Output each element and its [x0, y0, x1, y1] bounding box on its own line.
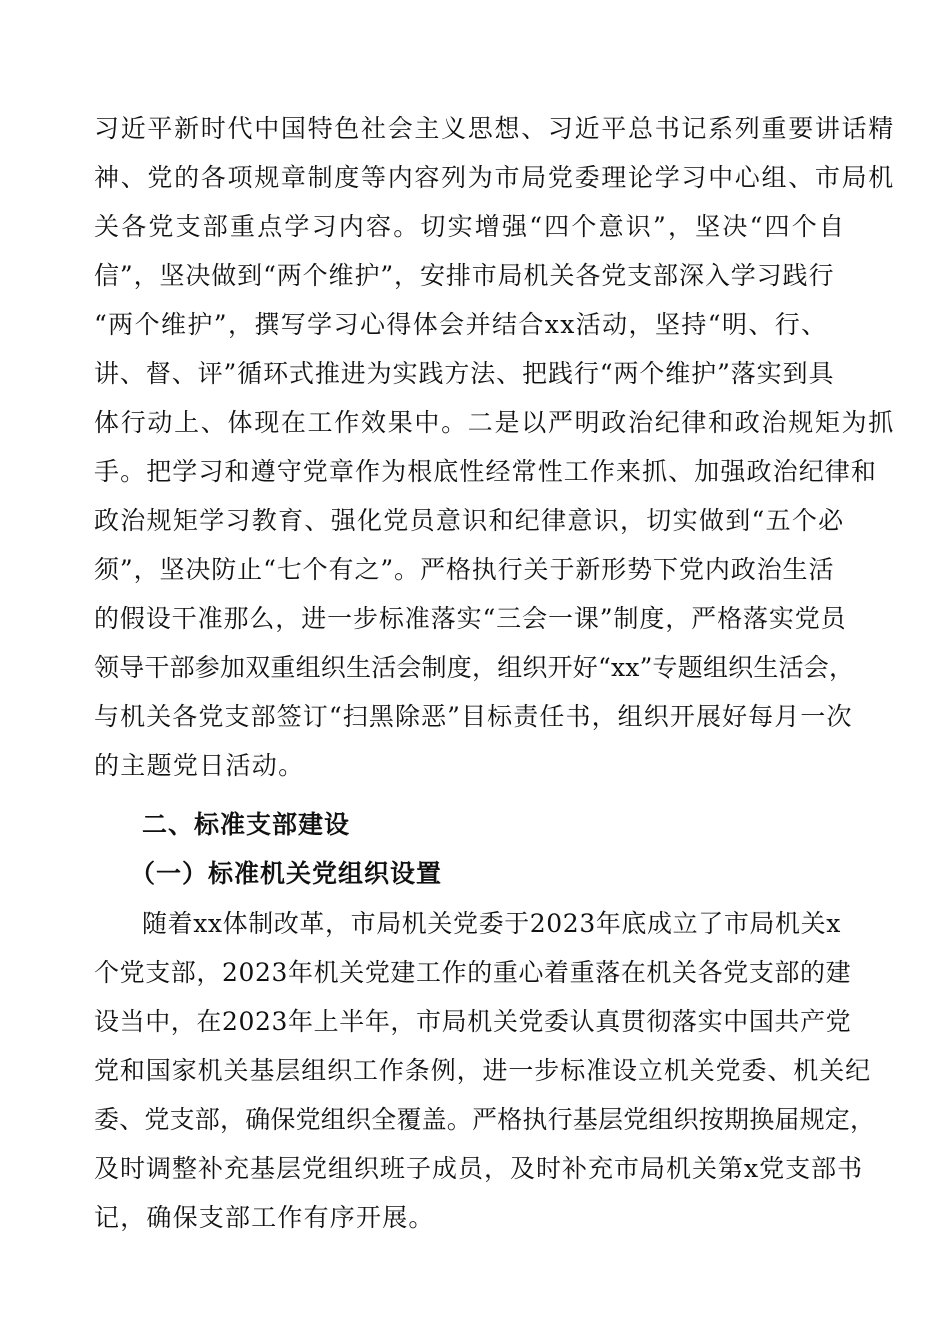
paragraph-line: 及时调整补充基层党组织班子成员，及时补充市局机关第x党支部书: [94, 1154, 864, 1183]
paragraph-line: 随着xx体制改革，市局机关党委于2023年底成立了市局机关x: [142, 909, 841, 938]
paragraph-line: 个党支部，2023年机关党建工作的重心着重落在机关各党支部的建: [94, 958, 852, 987]
paragraph-line: 手。把学习和遵守党章作为根底性经常性工作来抓、加强政治纪律和: [94, 457, 878, 486]
paragraph-line: 记，确保支部工作有序开展。: [94, 1203, 435, 1232]
paragraph-line: 的假设干准那么，进一步标准落实“三会一课”制度，严格落实党员: [94, 604, 847, 633]
paragraph-line: 体行动上、体现在工作效果中。二是以严明政治纪律和政治规矩为抓: [94, 408, 896, 437]
paragraph-line: 委、党支部，确保党组织全覆盖。严格执行基层党组织按期换届规定，: [94, 1105, 876, 1134]
paragraph-line: 设当中，在2023年上半年，市局机关党委认真贯彻落实中国共产党: [94, 1007, 852, 1036]
paragraph-line: 的主题党日活动。: [94, 751, 305, 780]
paragraph-line: 关各党支部重点学习内容。切实增强“四个意识”，坚决“四个自: [94, 212, 847, 241]
paragraph-line: 与机关各党支部签订“扫黑除恶”目标责任书，组织开展好每月一次: [94, 702, 853, 731]
paragraph-line: 神、党的各项规章制度等内容列为市局党委理论学习中心组、市局机: [94, 163, 896, 192]
subsection-heading: （一）标准机关党组织设置: [130, 859, 443, 888]
paragraph-line: 党和国家机关基层组织工作条例，进一步标准设立机关党委、机关纪: [94, 1056, 872, 1085]
paragraph-line: 信”，坚决做到“两个维护”，安排市局机关各党支部深入学习践行: [94, 261, 835, 290]
section-heading: 二、标准支部建设: [142, 810, 351, 839]
paragraph-line: 讲、督、评”循环式推进为实践方法、把践行“两个维护”落实到具: [94, 359, 835, 388]
paragraph-line: 习近平新时代中国特色社会主义思想、习近平总书记系列重要讲话精: [94, 114, 896, 143]
paragraph-line: 须”，坚决防止“七个有之”。严格执行关于新形势下党内政治生活: [94, 555, 835, 584]
paragraph-line: “两个维护”，撰写学习心得体会并结合xx活动，坚持“明、行、: [94, 310, 828, 339]
paragraph-line: 领导干部参加双重组织生活会制度，组织开好“xx”专题组织生活会，: [94, 653, 855, 682]
paragraph-line: 政治规矩学习教育、强化党员意识和纪律意识，切实做到“五个必: [94, 506, 845, 535]
